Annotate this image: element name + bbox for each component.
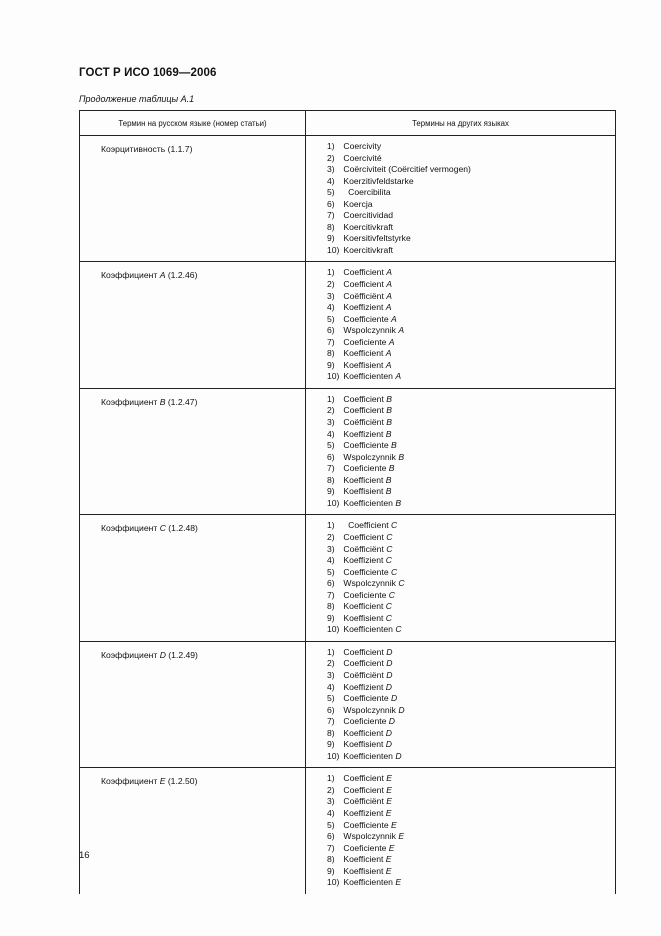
foreign-term: Wspolczynnik <box>343 325 396 336</box>
foreign-term: Koefficienten <box>343 750 393 761</box>
list-item <box>327 785 615 797</box>
foreign-term: Coeficiente <box>343 589 387 600</box>
item-number: 7) <box>327 716 335 727</box>
table-row <box>80 262 616 388</box>
foreign-term-symbol: B <box>385 428 392 439</box>
foreign-term: Coefficient <box>343 405 384 416</box>
item-number: 7) <box>327 589 335 600</box>
foreign-term: Koeffizient <box>343 807 384 818</box>
item-number: 10) <box>327 244 340 255</box>
foreign-term-symbol: A <box>385 302 392 313</box>
foreign-term-symbol: C <box>398 578 405 589</box>
foreign-term-symbol: A <box>395 371 402 382</box>
russian-term-article-number: (1.2.47) <box>167 396 198 407</box>
equivalents-list <box>306 768 615 893</box>
russian-term-name: Коэффициент <box>101 776 158 787</box>
list-item <box>327 164 615 176</box>
equivalents-list <box>306 642 615 767</box>
item-number: 2) <box>327 784 335 795</box>
item-number: 6) <box>327 451 335 462</box>
foreign-term-symbol: C <box>395 624 402 635</box>
foreign-term: Wspolczynnik <box>343 831 396 842</box>
foreign-term: Koeffisient <box>343 612 384 623</box>
list-item <box>327 773 615 785</box>
russian-term <box>80 768 305 787</box>
item-number: 8) <box>327 221 335 232</box>
foreign-term: Coefficiente <box>343 566 389 577</box>
russian-term-name: Коэффициент <box>101 649 158 660</box>
foreign-term: Koefficient <box>343 727 384 738</box>
foreign-term: Coefficient <box>343 658 384 669</box>
list-item <box>327 314 615 326</box>
list-item <box>327 371 615 383</box>
equivalents-cell <box>306 136 616 262</box>
foreign-term: Coefficiente <box>343 819 389 830</box>
item-number: 2) <box>327 658 335 669</box>
item-number: 3) <box>327 164 335 175</box>
foreign-term: Koerzitivfeldstarke <box>343 175 414 186</box>
foreign-term: Koercitivkraft <box>343 221 394 232</box>
item-number: 4) <box>327 302 335 313</box>
russian-term-cell <box>80 768 306 894</box>
item-number: 8) <box>327 727 335 738</box>
list-item <box>327 854 615 866</box>
equivalents-cell <box>306 515 616 641</box>
foreign-term: Coëfficiënt <box>343 796 384 807</box>
equivalents-cell <box>306 262 616 388</box>
document-header: ГОСТ Р ИСО 1069—2006 <box>79 67 217 79</box>
list-item <box>327 222 615 234</box>
item-number: 3) <box>327 417 335 428</box>
item-number: 1) <box>327 141 335 151</box>
list-item <box>327 601 615 613</box>
table-row <box>80 515 616 641</box>
item-number: 1) <box>327 520 335 531</box>
item-number: 6) <box>327 325 335 336</box>
foreign-term-symbol: A <box>385 359 392 370</box>
list-item <box>327 233 615 245</box>
list-item <box>327 486 615 498</box>
list-item <box>327 405 615 417</box>
list-item <box>327 578 615 590</box>
list-item <box>327 153 615 165</box>
item-number: 2) <box>327 405 335 416</box>
item-number: 1) <box>327 393 335 404</box>
list-item <box>327 544 615 556</box>
item-number: 9) <box>327 612 335 623</box>
foreign-term: Coefficient <box>343 784 384 795</box>
russian-term-name: Коэффициент <box>101 523 158 534</box>
list-item <box>327 199 615 211</box>
russian-term <box>80 389 305 408</box>
foreign-term: Wspolczynnik <box>343 578 396 589</box>
foreign-term-symbol: E <box>395 877 402 888</box>
list-item <box>327 877 615 889</box>
foreign-term: Coefficient <box>343 773 384 784</box>
list-item <box>327 498 615 510</box>
list-item <box>327 567 615 579</box>
foreign-term: Coëfficiënt <box>343 543 384 554</box>
foreign-term: Coefficient <box>343 520 389 531</box>
foreign-term-symbol: D <box>391 693 398 704</box>
table-header-row <box>80 111 616 136</box>
list-item <box>327 348 615 360</box>
list-item <box>327 866 615 878</box>
item-number: 7) <box>327 842 335 853</box>
item-number: 2) <box>327 152 335 163</box>
foreign-term: Koersitivfeltstyrke <box>343 233 411 244</box>
item-number: 3) <box>327 290 335 301</box>
foreign-term-symbol: D <box>385 739 392 750</box>
equivalents-list <box>306 389 615 514</box>
russian-term-cell <box>80 641 306 767</box>
russian-term-article-number: (1.2.48) <box>168 523 198 534</box>
foreign-term: Coefficient <box>343 393 384 404</box>
item-number: 8) <box>327 348 335 359</box>
list-item <box>327 590 615 602</box>
foreign-term-symbol: B <box>395 497 402 508</box>
table-row <box>80 641 616 767</box>
foreign-term-symbol: A <box>386 279 392 290</box>
item-number: 8) <box>327 474 335 485</box>
list-item <box>327 682 615 694</box>
item-number: 7) <box>327 336 335 347</box>
foreign-term: Coërciviteit (Coërcitief vermogen) <box>343 164 471 175</box>
list-item <box>327 210 615 222</box>
item-number: 5) <box>327 566 335 577</box>
foreign-term-symbol: B <box>386 405 392 416</box>
list-item <box>327 463 615 475</box>
table-row <box>80 388 616 514</box>
russian-term-symbol: E <box>159 776 166 787</box>
equivalents-cell <box>306 388 616 514</box>
item-number: 10) <box>327 877 340 888</box>
foreign-term: Koefficient <box>343 854 384 865</box>
foreign-term: Koeffizient <box>343 555 384 566</box>
item-number: 7) <box>327 210 335 221</box>
russian-term-name: Коэффициент <box>101 270 158 281</box>
list-item <box>327 141 615 153</box>
list-item <box>327 452 615 464</box>
foreign-term: Coëfficiënt <box>343 417 384 428</box>
list-item <box>327 843 615 855</box>
foreign-term: Coercitividad <box>343 210 394 221</box>
russian-term-article-number: (1.2.49) <box>168 649 198 660</box>
terms-table <box>79 110 616 894</box>
item-number: 2) <box>327 279 335 290</box>
foreign-term-symbol: C <box>388 589 395 600</box>
foreign-term: Koefficienten <box>343 371 393 382</box>
foreign-term: Coeficiente <box>343 716 387 727</box>
item-number: 9) <box>327 486 335 497</box>
item-number: 3) <box>327 669 335 680</box>
russian-term-article-number: (1.1.7) <box>167 144 193 154</box>
foreign-term: Koeffizient <box>343 681 384 692</box>
item-number: 6) <box>327 578 335 589</box>
equivalents-list <box>306 136 615 261</box>
foreign-term: Koercitivkraft <box>343 244 394 255</box>
equivalents-cell <box>306 768 616 894</box>
list-item <box>327 532 615 544</box>
foreign-term-symbol: D <box>386 658 393 669</box>
list-item <box>327 325 615 337</box>
russian-term-symbol: D <box>159 649 166 660</box>
russian-term-symbol: C <box>159 523 166 534</box>
foreign-term-symbol: D <box>388 716 395 727</box>
russian-term-cell <box>80 136 306 262</box>
column-header-other-languages: Термины на других языках <box>306 111 616 136</box>
foreign-term: Coefficiente <box>343 693 389 704</box>
foreign-term-symbol: E <box>386 784 392 795</box>
foreign-term-symbol: D <box>386 646 393 657</box>
list-item <box>327 360 615 372</box>
foreign-term-symbol: A <box>386 267 392 278</box>
item-number: 10) <box>327 624 340 635</box>
item-number: 4) <box>327 428 335 439</box>
item-number: 5) <box>327 819 335 830</box>
foreign-term-symbol: E <box>385 865 392 876</box>
item-number: 10) <box>327 750 340 761</box>
item-number: 9) <box>327 233 335 244</box>
item-number: 6) <box>327 831 335 842</box>
foreign-term-symbol: C <box>391 520 398 531</box>
item-number: 4) <box>327 175 335 186</box>
foreign-term: Koercja <box>343 198 373 209</box>
list-item <box>327 670 615 682</box>
foreign-term-symbol: A <box>386 290 392 301</box>
foreign-term-symbol: B <box>385 486 392 497</box>
foreign-term-symbol: E <box>388 842 395 853</box>
item-number: 9) <box>327 865 335 876</box>
foreign-term-symbol: A <box>391 313 397 324</box>
foreign-term: Coeficiente <box>343 463 387 474</box>
russian-term <box>80 136 305 155</box>
item-number: 10) <box>327 371 340 382</box>
list-item <box>327 337 615 349</box>
list-item <box>327 555 615 567</box>
russian-term-cell <box>80 262 306 388</box>
item-number: 4) <box>327 681 335 692</box>
foreign-term-symbol: E <box>385 854 392 865</box>
table-row <box>80 768 616 894</box>
item-number: 4) <box>327 807 335 818</box>
foreign-term: Coëfficiënt <box>343 669 384 680</box>
foreign-term: Coefficient <box>343 531 384 542</box>
foreign-term-symbol: E <box>398 831 405 842</box>
russian-term-cell <box>80 515 306 641</box>
item-number: 10) <box>327 497 340 508</box>
foreign-term: Coeficiente <box>343 336 387 347</box>
foreign-term-symbol: D <box>398 704 405 715</box>
foreign-term: Coefficient <box>343 646 384 657</box>
list-item <box>327 475 615 487</box>
foreign-term: Koefficient <box>343 601 384 612</box>
russian-term <box>80 642 305 661</box>
russian-term-article-number: (1.2.50) <box>167 776 198 787</box>
foreign-term-symbol: B <box>391 440 397 451</box>
foreign-term-symbol: B <box>386 417 392 428</box>
list-item <box>327 417 615 429</box>
foreign-term: Coefficiente <box>343 440 389 451</box>
foreign-term: Koefficient <box>343 348 384 359</box>
item-number: 2) <box>327 531 335 542</box>
russian-term-symbol: B <box>159 396 166 407</box>
list-item <box>327 693 615 705</box>
item-number: 5) <box>327 693 335 704</box>
foreign-term: Coercibilita <box>343 187 391 198</box>
foreign-term: Coefficient <box>343 267 384 278</box>
foreign-term-symbol: B <box>385 474 392 485</box>
list-item <box>327 820 615 832</box>
table-row <box>80 136 616 262</box>
item-number: 5) <box>327 313 335 324</box>
equivalents-list <box>306 262 615 387</box>
item-number: 9) <box>327 359 335 370</box>
foreign-term-symbol: A <box>385 348 392 359</box>
russian-term-cell <box>80 388 306 514</box>
foreign-term-symbol: C <box>386 543 393 554</box>
list-item <box>327 658 615 670</box>
foreign-term: Koefficienten <box>343 497 393 508</box>
russian-term <box>80 515 305 534</box>
foreign-term: Coercivity <box>343 141 382 151</box>
foreign-term-symbol: D <box>386 669 393 680</box>
foreign-term: Coeficiente <box>343 842 387 853</box>
column-header-russian: Термин на русском языке (номер статьи) <box>80 111 306 136</box>
item-number: 1) <box>327 773 335 784</box>
list-item <box>327 520 615 532</box>
foreign-term: Koeffisient <box>343 359 384 370</box>
foreign-term-symbol: C <box>385 601 392 612</box>
russian-term <box>80 262 305 281</box>
list-item <box>327 302 615 314</box>
list-item <box>327 705 615 717</box>
foreign-term: Koeffizient <box>343 428 384 439</box>
foreign-term: Koeffisient <box>343 486 384 497</box>
foreign-term-symbol: C <box>385 555 392 566</box>
item-number: 3) <box>327 796 335 807</box>
foreign-term: Coercivité <box>343 152 382 163</box>
list-item <box>327 739 615 751</box>
foreign-term-symbol: D <box>395 750 402 761</box>
list-item <box>327 440 615 452</box>
russian-term-name: Коэрцитивность <box>101 144 166 154</box>
item-number: 8) <box>327 854 335 865</box>
foreign-term-symbol: D <box>385 681 392 692</box>
item-number: 6) <box>327 198 335 209</box>
item-number: 4) <box>327 555 335 566</box>
foreign-term-symbol: E <box>385 807 392 818</box>
foreign-term-symbol: E <box>386 773 392 784</box>
foreign-term: Wspolczynnik <box>343 704 396 715</box>
foreign-term: Koefficient <box>343 474 384 485</box>
list-item <box>327 429 615 441</box>
equivalents-cell <box>306 641 616 767</box>
list-item <box>327 267 615 279</box>
item-number: 1) <box>327 267 335 278</box>
item-number: 1) <box>327 646 335 657</box>
foreign-term-symbol: C <box>385 612 392 623</box>
foreign-term: Koefficienten <box>343 624 393 635</box>
foreign-term-symbol: B <box>386 393 392 404</box>
item-number: 5) <box>327 187 335 198</box>
list-item <box>327 647 615 659</box>
list-item <box>327 808 615 820</box>
page-number: 16 <box>79 850 90 861</box>
russian-term-name: Коэффициент <box>101 396 158 407</box>
foreign-term-symbol: C <box>391 566 398 577</box>
foreign-term: Coefficiente <box>343 313 389 324</box>
foreign-term-symbol: A <box>388 336 395 347</box>
list-item <box>327 796 615 808</box>
russian-term-article-number: (1.2.46) <box>167 270 198 281</box>
foreign-term: Coefficient <box>343 279 384 290</box>
item-number: 6) <box>327 704 335 715</box>
list-item <box>327 291 615 303</box>
list-item <box>327 245 615 257</box>
foreign-term-symbol: E <box>391 819 397 830</box>
list-item <box>327 187 615 199</box>
foreign-term-symbol: D <box>385 727 392 738</box>
foreign-term-symbol: E <box>386 796 392 807</box>
list-item <box>327 831 615 843</box>
list-item <box>327 613 615 625</box>
table-caption: Продолжение таблицы А.1 <box>79 94 195 104</box>
list-item <box>327 728 615 740</box>
foreign-term: Wspolczynnik <box>343 451 396 462</box>
item-number: 7) <box>327 463 335 474</box>
list-item <box>327 751 615 763</box>
foreign-term: Koefficienten <box>343 877 393 888</box>
foreign-term: Koeffisient <box>343 739 384 750</box>
foreign-term-symbol: A <box>398 325 405 336</box>
russian-term-symbol: A <box>159 270 166 281</box>
foreign-term-symbol: C <box>386 531 393 542</box>
list-item <box>327 624 615 636</box>
list-item <box>327 394 615 406</box>
equivalents-list <box>306 515 615 640</box>
table-body <box>80 136 616 894</box>
foreign-term-symbol: B <box>388 463 395 474</box>
item-number: 5) <box>327 440 335 451</box>
item-number: 3) <box>327 543 335 554</box>
foreign-term: Coëfficiënt <box>343 290 384 301</box>
foreign-term-symbol: B <box>398 451 405 462</box>
list-item <box>327 279 615 291</box>
foreign-term: Koeffizient <box>343 302 384 313</box>
list-item <box>327 716 615 728</box>
foreign-term: Koeffisient <box>343 865 384 876</box>
item-number: 9) <box>327 739 335 750</box>
item-number: 8) <box>327 601 335 612</box>
list-item <box>327 176 615 188</box>
